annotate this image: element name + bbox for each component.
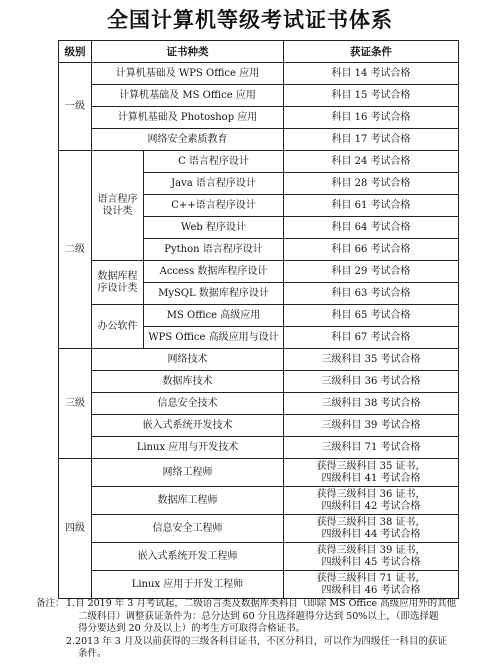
cert-cell: WPS Office 高级应用与设计 — [144, 327, 284, 349]
cert-cell: C++语言程序设计 — [144, 195, 284, 217]
condition-line: 获得三级科目 36 证书， — [316, 488, 426, 500]
condition-cell: 科目 66 考试合格 — [284, 239, 459, 261]
condition-cell: 科目 63 考试合格 — [284, 283, 459, 305]
cert-cell: 嵌入式系统开发工程师 — [92, 543, 284, 571]
condition-line: 获得三级科目 39 证书， — [316, 544, 426, 556]
cert-cell: 信息安全工程师 — [92, 515, 284, 543]
condition-cell: 科目 15 考试合格 — [284, 85, 459, 107]
table-row — [59, 487, 459, 515]
note-line: 1.自 2019 年 3 月考试起，二级语言类及数据库类科目（即除 MS Office 高级应用外的其他 — [66, 598, 457, 609]
notes-lead: 备注： — [36, 598, 65, 609]
cert-cell: 数据库工程师 — [92, 487, 284, 515]
table-row — [59, 415, 459, 437]
cert-cell: Access 数据库程序设计 — [144, 261, 284, 283]
condition-cell: 科目 64 考试合格 — [284, 217, 459, 239]
note-line: 得分要达到 20 分及以上）的考生方可取得合格证书。 — [78, 623, 306, 634]
table-row — [59, 151, 459, 173]
note-line: 二级科目）调整获证条件为：总分达到 60 分且选择题得分达到 50%以上，（即选择题 — [78, 610, 439, 622]
cert-cell: 网络工程师 — [92, 459, 284, 487]
cert-cell: MS Office 高级应用 — [144, 305, 284, 327]
table-row — [59, 543, 459, 571]
condition-cell: 科目 29 考试合格 — [284, 261, 459, 283]
cert-cell: Python 语言程序设计 — [144, 239, 284, 261]
condition-cell: 科目 65 考试合格 — [284, 305, 459, 327]
cert-cell: Linux 应用与开发技术 — [92, 437, 284, 459]
group-cell: 数据库程序设计类 — [92, 261, 144, 305]
cert-cell: Web 程序设计 — [144, 217, 284, 239]
table-row — [59, 515, 459, 543]
condition-cell — [284, 459, 459, 487]
note-line: 2.2013 年 3 月及以前获得的三级各科目证书，不区分科目，可以作为四级任一科目的获证 — [66, 635, 447, 647]
cert-cell: 嵌入式系统开发技术 — [92, 415, 284, 437]
table-row — [59, 349, 459, 371]
condition-line: 获得三级科目 35 证书， — [316, 460, 426, 472]
table-row — [59, 459, 459, 487]
condition-line: 四级科目 46 考试合格 — [321, 584, 421, 596]
table-row — [59, 393, 459, 415]
cert-cell: 网络技术 — [92, 349, 284, 371]
cert-table — [58, 40, 459, 599]
level-cell: 二级 — [59, 151, 92, 349]
condition-line: 四级科目 44 考试合格 — [321, 528, 421, 540]
condition-line: 四级科目 42 考试合格 — [321, 500, 421, 512]
cert-cell: 网络安全素质教育 — [92, 129, 284, 151]
condition-cell: 科目 24 考试合格 — [284, 151, 459, 173]
cert-cell: 计算机基础及 WPS Office 应用 — [92, 63, 284, 85]
table-row — [59, 261, 459, 283]
cert-cell: 计算机基础及 Photoshop 应用 — [92, 107, 284, 129]
condition-cell: 科目 16 考试合格 — [284, 107, 459, 129]
condition-line: 四级科目 41 考试合格 — [321, 472, 421, 484]
cert-cell: 信息安全技术 — [92, 393, 284, 415]
table-row — [59, 63, 459, 85]
note-line: 条件。 — [78, 648, 107, 659]
condition-cell: 三级科目 71 考试合格 — [284, 437, 459, 459]
condition-cell: 科目 28 考试合格 — [284, 173, 459, 195]
condition-line: 获得三级科目 38 证书， — [316, 516, 426, 528]
condition-cell: 三级科目 38 考试合格 — [284, 393, 459, 415]
condition-cell — [284, 487, 459, 515]
group-cell: 办公软件 — [92, 305, 144, 349]
page-title: 全国计算机等级考试证书体系 — [107, 8, 393, 32]
condition-cell — [284, 543, 459, 571]
table-row — [59, 85, 459, 107]
condition-cell: 三级科目 36 考试合格 — [284, 371, 459, 393]
cert-cell: C 语言程序设计 — [144, 151, 284, 173]
condition-cell — [284, 515, 459, 543]
condition-cell — [284, 571, 459, 599]
group-cell: 语言程序设计类 — [92, 151, 144, 261]
header-condition: 获证条件 — [284, 41, 459, 63]
condition-cell: 科目 61 考试合格 — [284, 195, 459, 217]
condition-cell: 科目 14 考试合格 — [284, 63, 459, 85]
condition-line: 获得三级科目 71 证书， — [316, 572, 426, 584]
notes — [36, 598, 466, 661]
level-cell: 一级 — [59, 63, 92, 151]
condition-cell: 科目 17 考试合格 — [284, 129, 459, 151]
table-row — [59, 571, 459, 599]
cert-cell: MySQL 数据库程序设计 — [144, 283, 284, 305]
header-level: 级别 — [59, 41, 92, 63]
table-header-row — [59, 41, 459, 63]
level-cell: 三级 — [59, 349, 92, 459]
condition-line: 四级科目 45 考试合格 — [321, 556, 421, 568]
condition-cell: 科目 67 考试合格 — [284, 327, 459, 349]
cert-cell: Linux 应用于开发工程师 — [92, 571, 284, 599]
cert-cell: 计算机基础及 MS Office 应用 — [92, 85, 284, 107]
condition-cell: 三级科目 39 考试合格 — [284, 415, 459, 437]
cert-cell: Java 语言程序设计 — [144, 173, 284, 195]
condition-cell: 三级科目 35 考试合格 — [284, 349, 459, 371]
table-row — [59, 371, 459, 393]
cert-cell: 数据库技术 — [92, 371, 284, 393]
table-row — [59, 129, 459, 151]
table-row — [59, 437, 459, 459]
level-cell: 四级 — [59, 459, 92, 599]
header-type: 证书种类 — [92, 41, 284, 63]
table-row — [59, 107, 459, 129]
table-row — [59, 305, 459, 327]
